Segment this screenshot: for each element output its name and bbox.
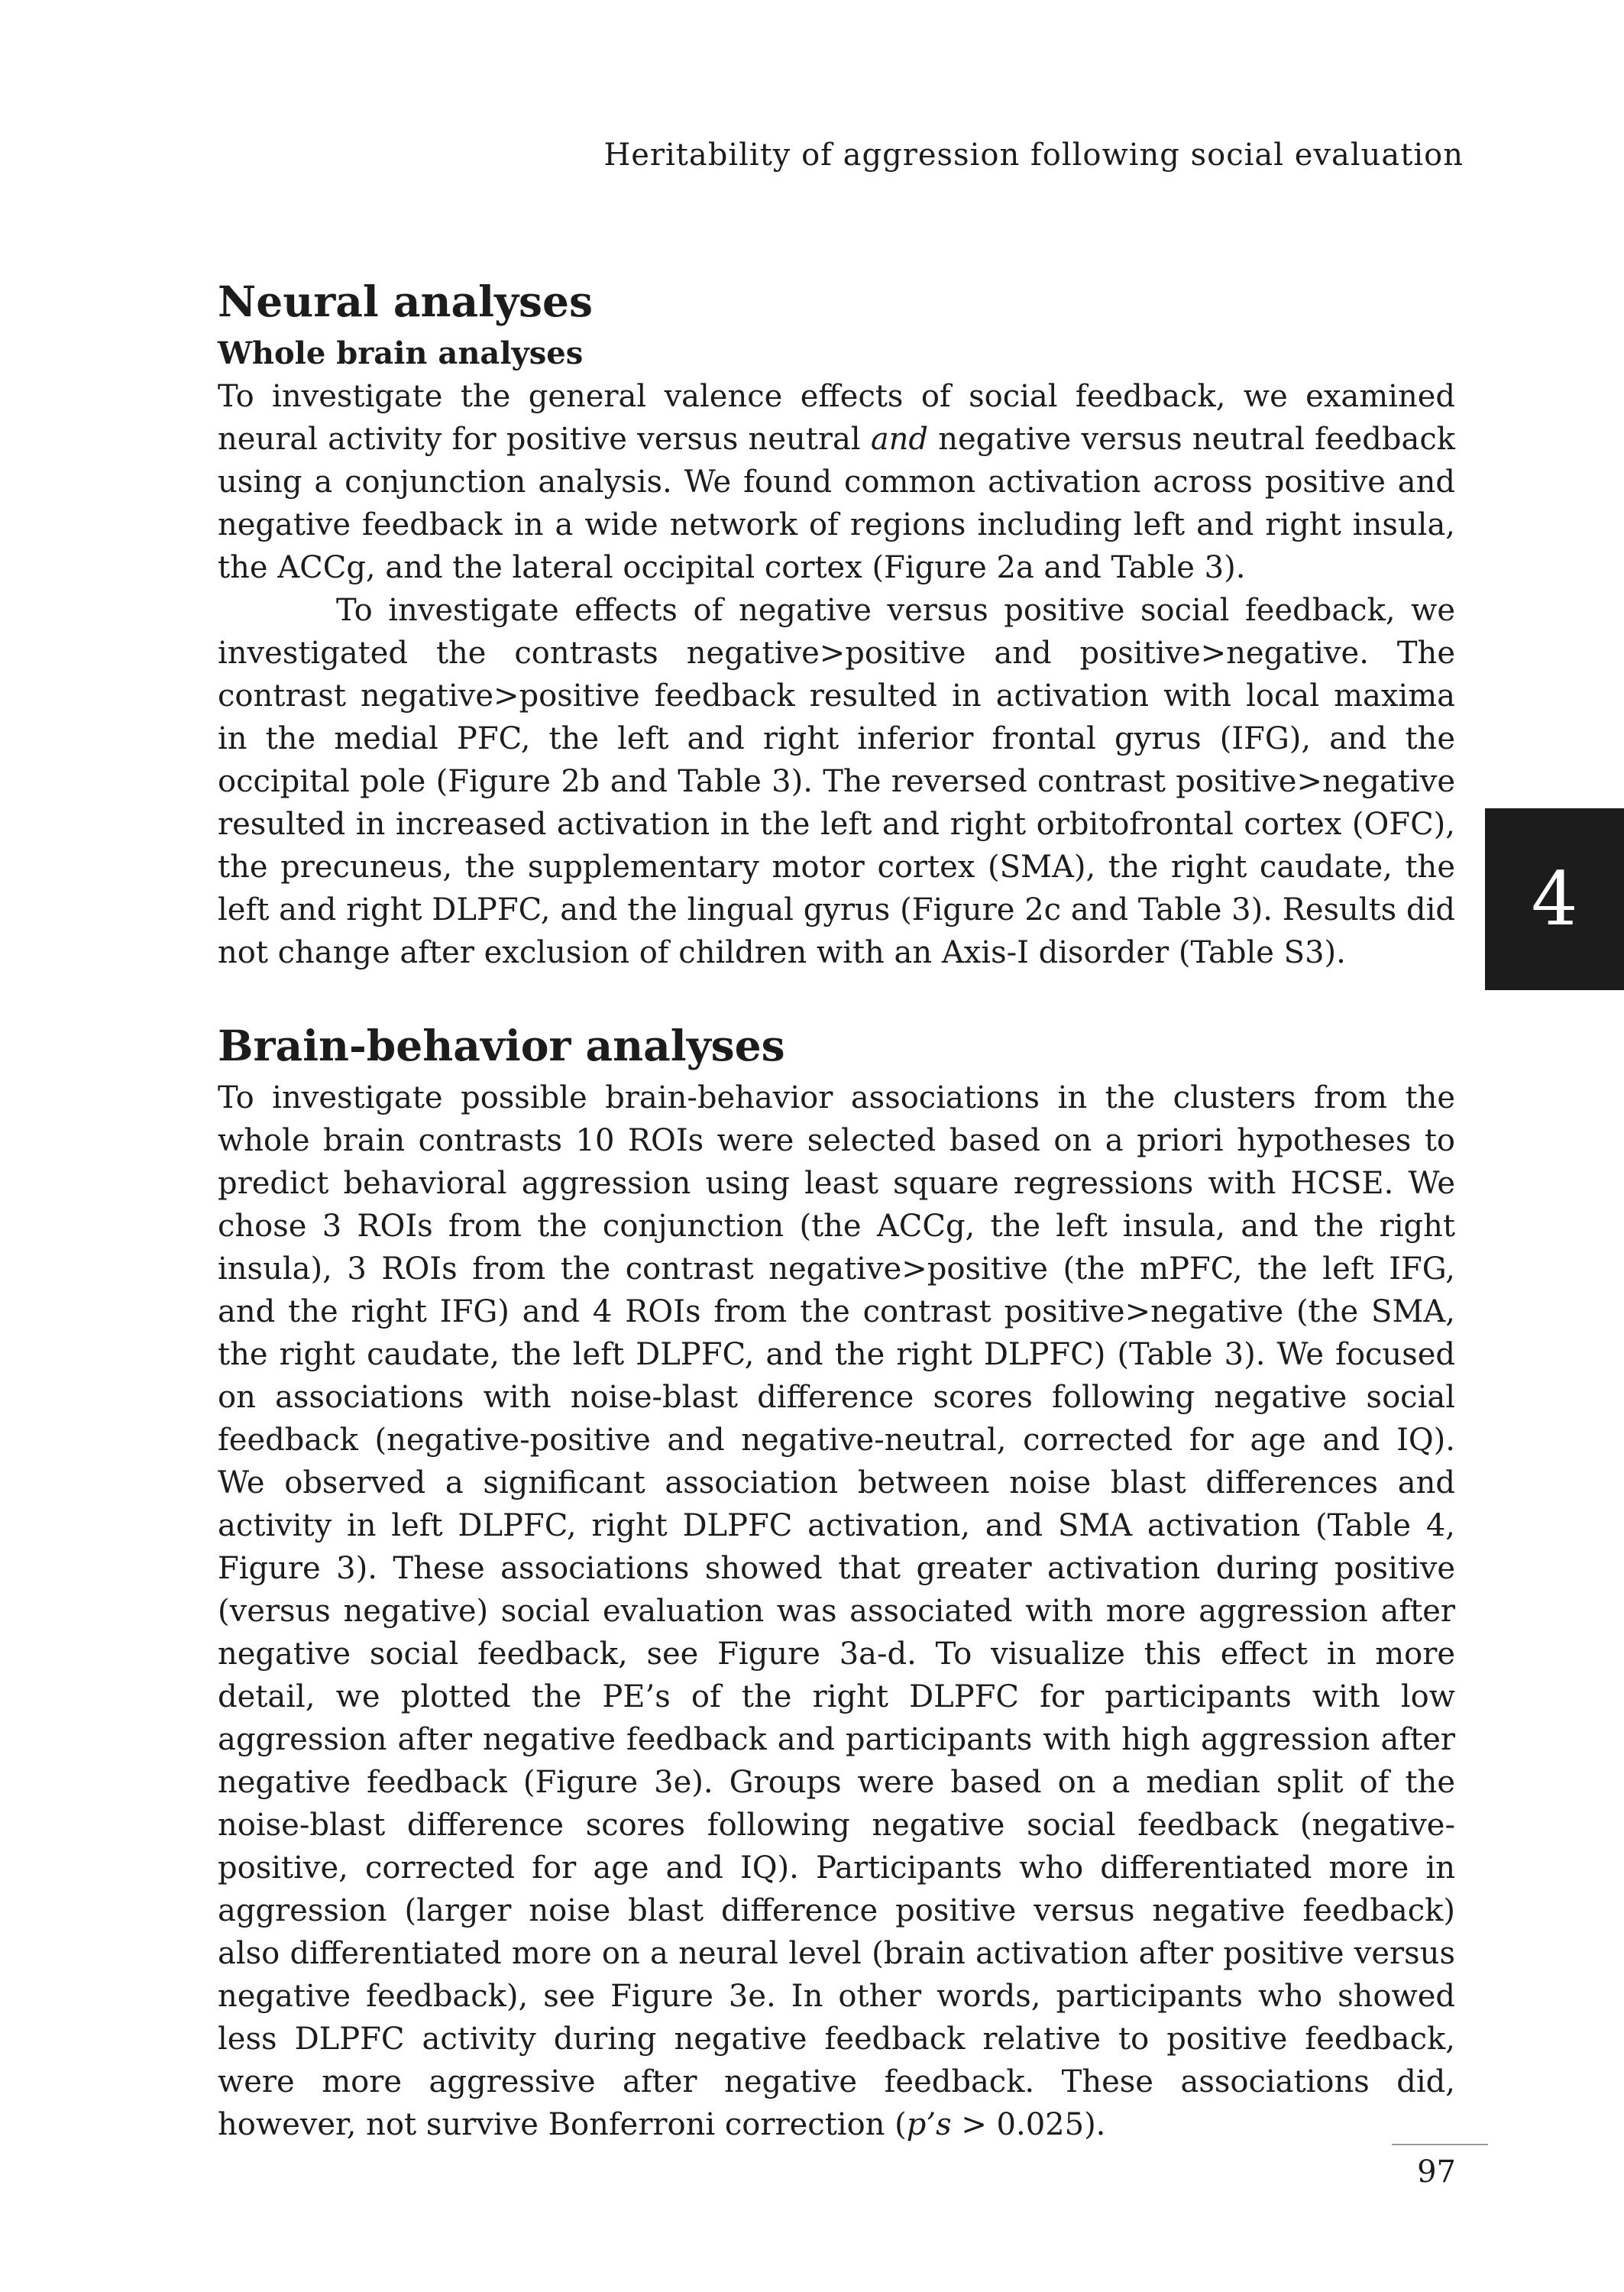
running-head: Heritability of aggression following social evaluation	[603, 138, 1464, 173]
chapter-tab	[1485, 808, 1624, 990]
paragraph-neural-1	[218, 375, 1455, 589]
section-heading-neural-analyses: Neural analyses	[218, 277, 593, 326]
paragraph-neural-2: To investigate effects of negative versus positive social feedback, we investigated the contrasts negative>positive and positive>negative. The contrast negative>positive feedback resulted in activation with local maxima in the medial PFC, the left and right inferior frontal gyrus (IFG), and the occipital pole (Figure 2b and Table 3). The reversed contrast positive>negative resulted in increased activation in the left and right orbitofrontal cortex (OFC), the precuneus, the supplementary motor cortex (SMA), the right caudate, the left and right DLPFC, and the lingual gyrus (Figure 2c and Table 3). Results did not change after exclusion of children with an Axis-I disorder (Table S3).	[218, 593, 1455, 970]
page-number-rule	[1392, 2144, 1488, 2145]
page-body	[218, 271, 1455, 2146]
emphasis-p-values: p’s	[906, 2107, 952, 2142]
text-run: To investigate the general valence effects of social feedback, we examined neural activity for positive versus neutral	[218, 379, 1455, 457]
page-number: 97	[1417, 2154, 1456, 2190]
section-heading-brain-behavior-analyses: Brain-behavior analyses	[218, 1021, 785, 1070]
text-run: negative versus neutral feedback using a conjunction analysis. We found common activation across positive and negative feedback in a wide network of regions including left and right insula, the ACCg, and the lateral occipital cortex (Figure 2a and Table 3).	[218, 422, 1455, 585]
emphasis-and: and	[870, 422, 929, 457]
subheading-whole-brain-analyses: Whole brain analyses	[218, 335, 584, 371]
paragraph-brain-behavior-1	[218, 1076, 1455, 2146]
text-run: > 0.025).	[951, 2107, 1106, 2142]
chapter-number: 4	[1531, 856, 1578, 942]
text-run: To investigate possible brain-behavior associations in the clusters from the whole brain contrasts 10 ROIs were selected based on a priori hypotheses to predict behavioral aggression using least square regressions with HCSE. We chose 3 ROIs from the conjunction (the ACCg, the left insula, and the right insula), 3 ROIs from the contrast negative>positive (the mPFC, the left IFG, and the right IFG) and 4 ROIs from the contrast positive>negative (the SMA, the right caudate, the left DLPFC, and the right DLPFC) (Table 3). We focused on associations with noise-blast difference scores following negative social feedback (negative-positive and negative-neutral, corrected for age and IQ). We observed a significant association between noise blast differences and activity in left DLPFC, right DLPFC activation, and SMA activation (Table 4, Figure 3). These associations showed that greater activation during positive (versus negative) social evaluation was associated with more aggression after negative social feedback, see Figure 3a-d. To visualize this effect in more detail, we plotted the PE’s of the right DLPFC for participants with low aggression after negative feedback and participants with high aggression after negative feedback (Figure 3e). Groups were based on a median split of the noise-blast difference scores following negative social feedback (negative-positive, corrected for age and IQ). Participants who differentiated more in aggression (larger noise blast difference positive versus negative feedback) also differentiated more on a neural level (brain activation after positive versus negative feedback), see Figure 3e. In other words, participants who showed less DLPFC activity during negative feedback relative to positive feedback, were more aggressive after negative feedback. These associations did, however, not survive Bonferroni correction (	[218, 1080, 1455, 2142]
